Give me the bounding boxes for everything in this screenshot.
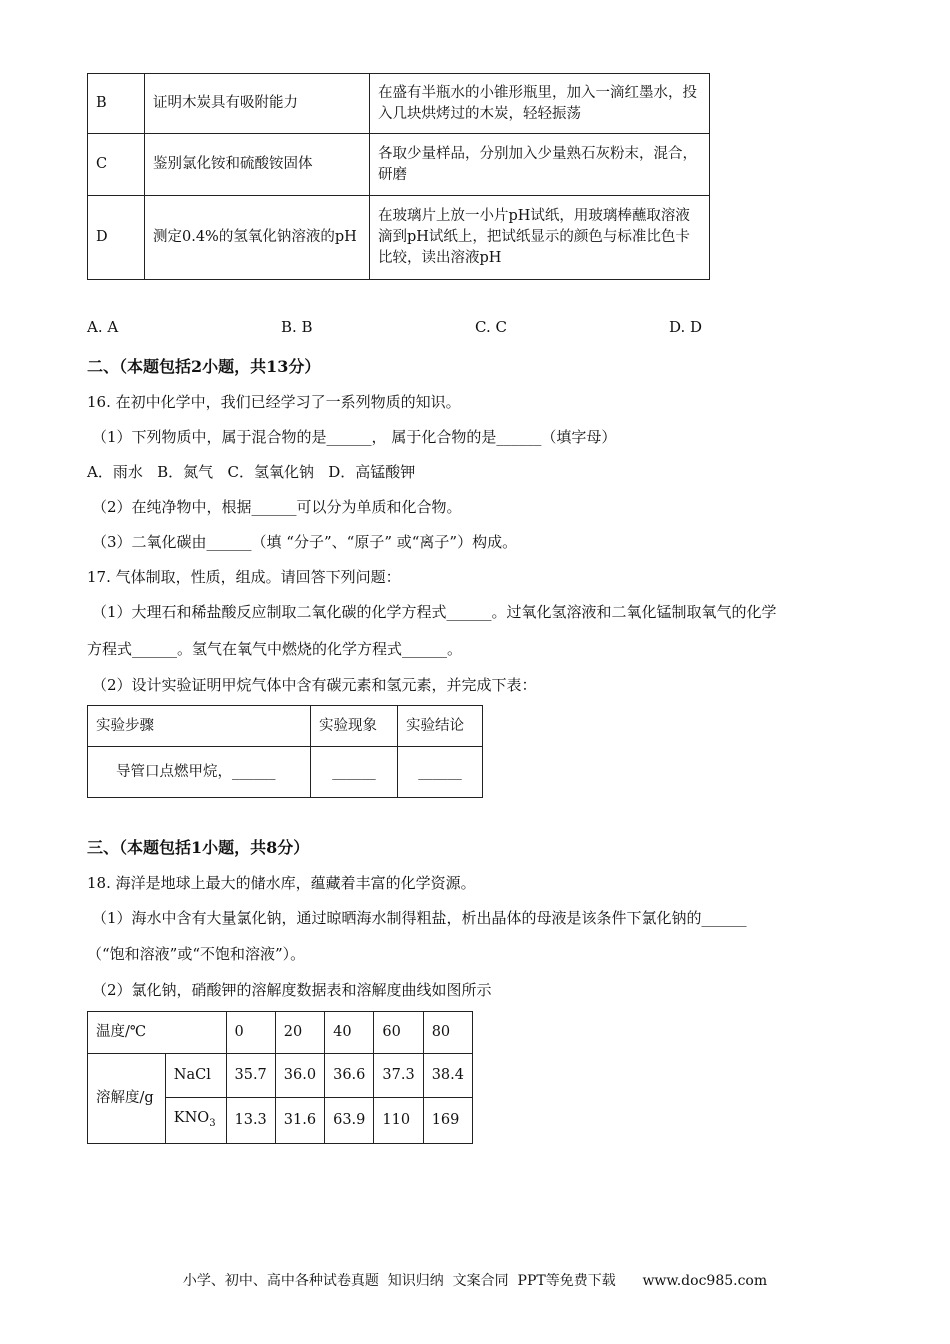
- header-step: 实验步骤: [88, 706, 311, 747]
- row-label: B: [88, 74, 145, 134]
- experiment-method: 在盛有半瓶水的小锥形瓶里，加入一滴红墨水，投入几块烘烤过的木炭，轻轻振荡: [370, 74, 710, 134]
- q17-part1-line2: 方程式______。氢气在氧气中燃烧的化学方程式______。: [87, 640, 463, 658]
- q16-part3: （3）二氧化碳由______（填 “分子”、“原子” 或“离子”）构成。: [92, 533, 518, 551]
- table-row: [88, 196, 710, 280]
- nacl-value: 38.4: [423, 1054, 472, 1098]
- q15-options-table: [87, 73, 710, 280]
- option-a[interactable]: A. A: [87, 318, 119, 336]
- solubility-table: [87, 1011, 473, 1144]
- kno3-value: 13.3: [226, 1098, 275, 1144]
- solubility-label: 溶解度/g: [88, 1054, 166, 1144]
- section-2-title: 二、（本题包括2小题，共13分）: [87, 357, 321, 376]
- temperature-row: [88, 1012, 473, 1054]
- kno3-value: 169: [423, 1098, 472, 1144]
- experiment-purpose: 鉴别氯化铵和硫酸铵固体: [145, 134, 370, 196]
- nacl-value: 36.0: [275, 1054, 324, 1098]
- experiment-method: 各取少量样品，分别加入少量熟石灰粉末，混合，研磨: [370, 134, 710, 196]
- phenomenon-blank[interactable]: ______: [311, 747, 398, 798]
- page-footer: 小学、初中、高中各种试卷真题 知识归纳 文案合同 PPT等免费下载 www.doc985.com: [182, 1273, 768, 1289]
- nacl-value: 36.6: [325, 1054, 374, 1098]
- table-row: [88, 74, 710, 134]
- header-phenomenon: 实验现象: [311, 706, 398, 747]
- row-label: C: [88, 134, 145, 196]
- nacl-row: [88, 1054, 473, 1098]
- q16-part2: （2）在纯净物中，根据______可以分为单质和化合物。: [92, 498, 462, 516]
- q18-part1-line1: （1）海水中含有大量氯化钠，通过晾晒海水制得粗盐，析出晶体的母液是该条件下氯化钠的______: [92, 909, 747, 927]
- experiment-purpose: 证明木炭具有吸附能力: [145, 74, 370, 134]
- q18-part2: （2）氯化钠，硝酸钾的溶解度数据表和溶解度曲线如图所示: [92, 981, 492, 999]
- temp-cell: 60: [374, 1012, 423, 1054]
- conclusion-blank[interactable]: ______: [398, 747, 483, 798]
- kno3-label: [165, 1098, 226, 1144]
- experiment-method: 在玻璃片上放一小片pH试纸，用玻璃棒蘸取溶液滴到pH试纸上，把试纸显示的颜色与标准比色卡比较，读出溶液pH: [370, 196, 710, 280]
- q17-part2: （2）设计实验证明甲烷气体中含有碳元素和氢元素，并完成下表：: [92, 676, 537, 694]
- q16-part1: （1）下列物质中，属于混合物的是______， 属于化合物的是______（填字母）: [92, 428, 617, 446]
- q16-choices: A．雨水 B．氮气 C．氢氧化钠 D．高锰酸钾: [87, 463, 416, 481]
- q17-stem: 17. 气体制取，性质，组成。请回答下列问题：: [87, 568, 401, 586]
- table-row: [88, 134, 710, 196]
- table-row: [88, 747, 483, 798]
- section-3-title: 三、（本题包括1小题，共8分）: [87, 838, 310, 857]
- nacl-value: 35.7: [226, 1054, 275, 1098]
- kno3-value: 31.6: [275, 1098, 324, 1144]
- q18-part1-line2: （“饱和溶液”或“不饱和溶液”）。: [87, 945, 306, 963]
- kno3-label-subscript: 3: [209, 1117, 216, 1129]
- kno3-value: 110: [374, 1098, 423, 1144]
- temp-cell: 80: [423, 1012, 472, 1054]
- nacl-label: NaCl: [165, 1054, 226, 1098]
- q16-stem: 16. 在初中化学中，我们已经学习了一系列物质的知识。: [87, 393, 461, 411]
- temp-cell: 40: [325, 1012, 374, 1054]
- step-blank[interactable]: 导管口点燃甲烷，______: [88, 747, 311, 798]
- q17-part1-line1: （1）大理石和稀盐酸反应制取二氧化碳的化学方程式______。过氧化氢溶液和二氧化锰制取氧气的化学: [92, 603, 777, 621]
- option-d[interactable]: D. D: [669, 318, 703, 336]
- row-label: D: [88, 196, 145, 280]
- option-b[interactable]: B. B: [281, 318, 313, 336]
- option-c[interactable]: C. C: [475, 318, 507, 336]
- header-conclusion: 实验结论: [398, 706, 483, 747]
- experiment-purpose: 测定0.4%的氢氧化钠溶液的pH: [145, 196, 370, 280]
- table-header-row: [88, 706, 483, 747]
- temp-cell: 20: [275, 1012, 324, 1054]
- kno3-value: 63.9: [325, 1098, 374, 1144]
- temperature-label: 温度/℃: [88, 1012, 227, 1054]
- q18-stem: 18. 海洋是地球上最大的储水库，蕴藏着丰富的化学资源。: [87, 874, 476, 892]
- temp-cell: 0: [226, 1012, 275, 1054]
- q17-experiment-table: [87, 705, 483, 798]
- kno3-label-main: KNO: [173, 1109, 210, 1126]
- nacl-value: 37.3: [374, 1054, 423, 1098]
